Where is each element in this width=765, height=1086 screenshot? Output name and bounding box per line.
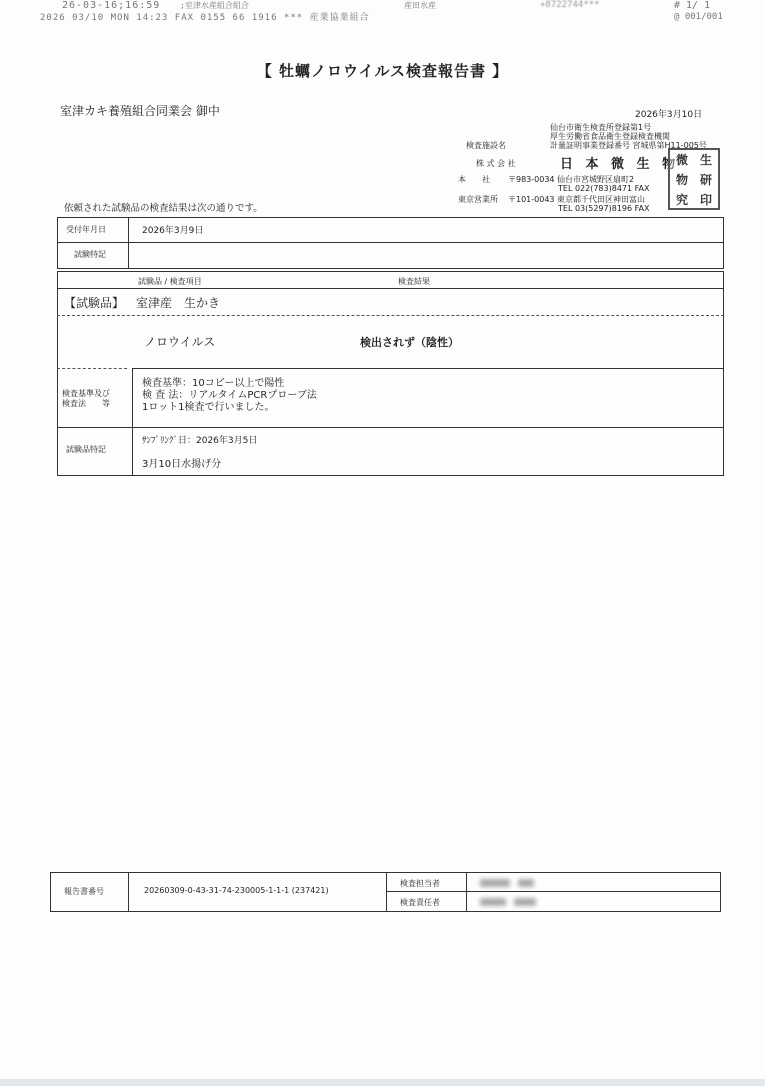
divider [386,891,721,892]
report-number-label: 報告書番号 [64,887,104,896]
divider [57,288,724,289]
test-result: 検出されず（陰性） [360,336,459,349]
stamp-char: 印 [699,193,712,207]
inspector-label: 検査担当者 [400,879,440,888]
stamp-char: 物 [675,173,688,187]
redacted-manager-name [480,898,506,906]
fax-header [0,0,765,26]
test-item: ノロウイルス [144,335,216,349]
column-header-item: 試験品 / 検査項目 [138,277,202,286]
report-number-value: 20260309-0-43-31-74-230005-1-1-1 (237421) [144,886,329,895]
divider [57,427,724,428]
redacted-inspector-name [518,879,534,887]
facility-label: 検査施設名 [466,141,506,150]
company-name: 日 本 微 生 物 [560,157,680,172]
tokyo-office-label: 東京営業所 [458,195,498,204]
fax-transmission-line: 2026 03/10 MON 14:23 FAX 0155 66 1916 *** 産業協業組合 [40,13,370,23]
sample-value: 室津産 生かき [136,296,221,310]
redacted-manager-name [514,898,536,906]
divider [386,872,387,912]
fax-page-indicator: # 1/ 1 [674,0,711,11]
divider [128,217,129,269]
manager-label: 検査責任者 [400,898,440,907]
stamp-char: 究 [675,193,688,207]
divider [57,242,724,243]
stamp-char: 生 [699,153,712,167]
divider [132,368,724,369]
report-date: 2026年3月10日 [635,110,703,120]
method-procedure: 検 査 法：リアルタイムPCRプローブ法 [142,390,317,401]
stamp-char: 研 [699,173,712,187]
dashed-divider [57,315,724,316]
company-seal-stamp [668,148,720,210]
received-date-value: 2026年3月9日 [142,226,204,236]
tokyo-office-tel: TEL 03(5297)8196 FAX [558,204,650,213]
scan-edge [0,1079,765,1086]
lab-registration-3: 計量証明事業登録番号 宮城県第H11-005号 [550,141,707,150]
harvest-note: 3月10日水揚げ分 [142,459,222,470]
lab-registration-1: 仙台市衛生検査所登録第1号 [550,123,652,132]
stamp-char: 微 [675,153,688,167]
fax-center-label: 産田水産 [404,1,436,10]
method-criterion: 検査基準：10コピー以上で陽性 [142,378,285,389]
hq-tel: TEL 022(783)8471 FAX [558,184,650,193]
method-lot-note: 1ロット1検査で行いました。 [142,402,275,413]
column-header-result: 検査結果 [398,277,430,286]
received-date-label: 受付年月日 [66,225,106,234]
hq-address: 〒983-0034 仙台市宮城野区扇町2 [508,175,635,184]
divider [466,872,467,912]
test-notes-label: 試験特記 [74,250,106,259]
sampling-date: ｻﾝﾌﾟﾘﾝｸﾞ日：2026年3月5日 [142,436,258,446]
dashed-divider [57,368,127,369]
redacted-inspector-name [480,879,510,887]
intro-text: 依頼された試験品の検査結果は次の通りです。 [64,203,263,214]
company-label: 株 式 会 社 [476,159,516,168]
fax-timestamp: 26-03-16;16:59 [62,0,161,11]
divider [128,872,129,912]
fax-number: +8722744*** [540,0,600,10]
sample-label: 【試験品】 [64,296,125,310]
remarks-label: 試験品特記 [66,445,106,454]
fax-page-count: @ 001/001 [674,12,723,22]
method-label-line2: 検査法 等 [62,399,110,408]
addressee: 室津カキ養殖組合同業会 御中 [60,104,220,118]
tokyo-office-address: 〒101-0043 東京都千代田区神田富山 [508,195,646,204]
method-label-line1: 検査基準及び [62,389,110,398]
document-title: 【 牡蠣ノロウイルス検査報告書 】 [256,62,509,80]
divider [132,368,133,476]
lab-registration-2: 厚生労働省食品衛生登録検査機関 [550,132,670,141]
fax-sender: ;室津水産組合組合 [180,1,249,10]
hq-label: 本 社 [458,175,490,184]
